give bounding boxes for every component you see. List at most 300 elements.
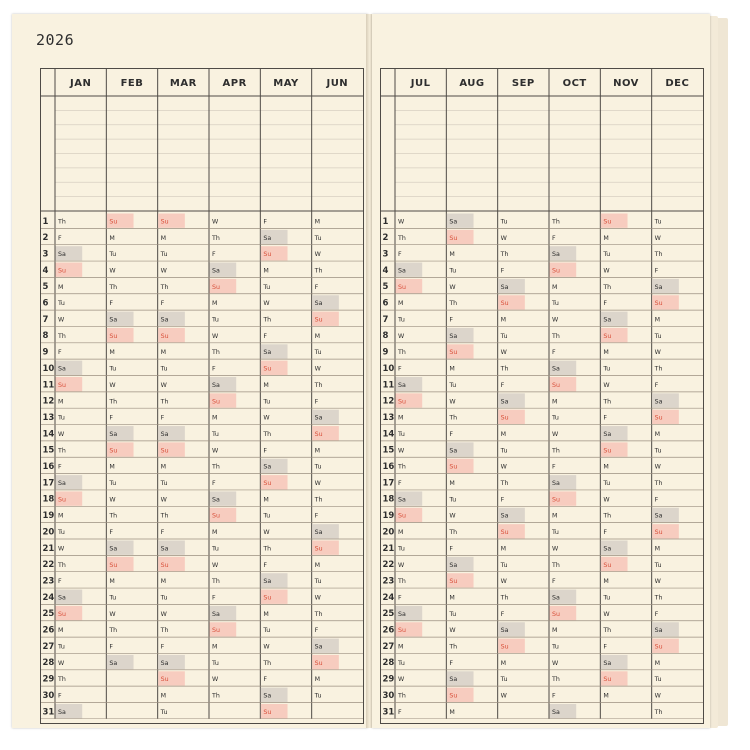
weekday-label: W	[449, 512, 456, 520]
weekday-label: F	[263, 218, 267, 226]
weekday-label: Tu	[160, 365, 168, 373]
weekday-label: Su	[603, 676, 612, 684]
day-number: 13	[42, 412, 55, 423]
weekday-label: Sa	[58, 251, 66, 259]
calendar-grid-right-svg	[381, 69, 703, 719]
weekday-label: Tu	[160, 251, 168, 259]
weekday-label: M	[263, 381, 269, 389]
weekday-label: Sa	[314, 643, 323, 651]
weekday-label: Th	[398, 578, 406, 586]
weekday-label: W	[500, 234, 507, 242]
day-number: 21	[42, 543, 55, 554]
weekday-label: W	[654, 463, 661, 471]
weekday-label: W	[314, 480, 321, 488]
weekday-label: Sa	[160, 430, 169, 438]
weekday-label: Tu	[603, 251, 611, 259]
weekday-label: M	[212, 300, 218, 308]
month-header: APR	[222, 78, 247, 89]
day-number: 28	[382, 658, 395, 669]
day-number: 2	[382, 233, 389, 244]
weekday-label: M	[314, 447, 321, 455]
weekday-label: Su	[314, 545, 323, 553]
weekday-label: M	[212, 414, 218, 422]
weekday-label: M	[58, 398, 64, 406]
weekday-label: Tu	[109, 251, 117, 259]
weekday-label: Th	[552, 218, 560, 226]
weekday-label: M	[654, 316, 661, 324]
day-number: 11	[42, 380, 55, 391]
weekday-label: Tu	[109, 480, 117, 488]
weekday-label: F	[160, 643, 165, 651]
weekday-label: Su	[398, 398, 406, 406]
weekday-label: Su	[58, 496, 66, 504]
day-number: 16	[42, 462, 55, 473]
weekday-label: Tu	[500, 676, 508, 684]
weekday-label: Sa	[263, 234, 272, 242]
day-number: 25	[42, 609, 55, 620]
calendar-grid-jan-jun	[40, 68, 364, 724]
weekday-label: Tu	[449, 496, 457, 504]
weekday-label: Sa	[160, 659, 169, 667]
weekday-label: Sa	[314, 300, 323, 308]
weekday-label: Th	[160, 512, 169, 520]
weekday-label: Th	[263, 659, 272, 667]
weekday-label: M	[58, 512, 64, 520]
month-header: OCT	[562, 78, 587, 89]
weekday-label: Th	[160, 283, 169, 291]
weekday-label: Tu	[552, 643, 559, 651]
weekday-label: M	[398, 643, 404, 651]
day-number: 19	[42, 511, 55, 522]
weekday-label: Tu	[263, 627, 271, 635]
weekday-label: Sa	[58, 480, 66, 488]
month-header: SEP	[511, 78, 535, 89]
weekday-label: Sa	[603, 430, 612, 438]
weekday-label: Sa	[654, 627, 663, 635]
weekday-label: Tu	[160, 480, 168, 488]
weekday-label: W	[654, 578, 661, 586]
weekday-label: Su	[263, 594, 272, 602]
weekday-label: Th	[212, 692, 220, 700]
weekday-label: Th	[58, 447, 66, 455]
weekday-label: M	[109, 463, 115, 471]
weekday-label: Sa	[449, 332, 458, 340]
weekday-label: W	[212, 332, 219, 340]
month-header: JUL	[410, 78, 431, 89]
weekday-label: W	[160, 381, 167, 389]
weekday-label: Su	[263, 251, 272, 259]
day-number: 12	[42, 396, 55, 407]
day-number: 1	[382, 216, 389, 227]
weekday-label: Th	[552, 332, 560, 340]
weekday-label: Th	[263, 545, 272, 553]
weekday-label: Tu	[603, 365, 611, 373]
day-number: 29	[42, 674, 55, 685]
weekday-label: Sa	[654, 398, 663, 406]
month-header: FEB	[120, 78, 144, 89]
weekday-label: Su	[109, 447, 118, 455]
weekday-label: M	[500, 430, 507, 438]
weekday-label: M	[58, 627, 64, 635]
weekday-label: Tu	[398, 430, 405, 438]
weekday-label: Su	[160, 218, 169, 226]
weekday-label: Tu	[58, 529, 65, 537]
weekday-label: Sa	[398, 267, 406, 275]
weekday-label: Sa	[263, 349, 272, 357]
weekday-label: W	[654, 692, 661, 700]
day-number: 6	[382, 298, 389, 309]
weekday-label: Tu	[212, 659, 219, 667]
weekday-label: F	[160, 300, 165, 308]
weekday-label: Tu	[552, 529, 559, 537]
weekday-label: Sa	[263, 463, 272, 471]
weekday-label: W	[449, 283, 456, 291]
weekday-label: M	[603, 578, 609, 586]
year-label: 2026	[36, 31, 75, 49]
weekday-label: Sa	[552, 594, 560, 602]
weekday-label: Tu	[58, 643, 65, 651]
weekday-label: M	[500, 659, 507, 667]
day-number: 18	[42, 494, 55, 505]
weekday-label: Tu	[500, 561, 508, 569]
weekday-label: W	[500, 692, 507, 700]
weekday-label: Tu	[160, 708, 168, 716]
weekday-label: M	[654, 545, 661, 553]
weekday-label: W	[263, 300, 270, 308]
weekday-label: W	[58, 430, 65, 438]
weekday-label: Su	[500, 414, 509, 422]
weekday-label: Sa	[654, 283, 663, 291]
weekday-label: Th	[552, 561, 560, 569]
weekday-label: W	[160, 496, 167, 504]
weekday-label: Sa	[58, 708, 66, 716]
weekday-label: Su	[603, 561, 612, 569]
weekday-label: Th	[160, 627, 169, 635]
weekday-label: M	[109, 234, 115, 242]
day-number: 22	[382, 560, 395, 571]
weekday-label: Sa	[552, 480, 560, 488]
day-number: 26	[382, 625, 395, 636]
weekday-label: Su	[263, 708, 272, 716]
weekday-label: Su	[552, 381, 560, 389]
weekday-label: W	[654, 234, 661, 242]
right-page	[372, 14, 710, 728]
weekday-label: Sa	[500, 283, 509, 291]
weekday-label: F	[449, 659, 453, 667]
weekday-label: Tu	[449, 267, 457, 275]
weekday-label: F	[109, 414, 113, 422]
weekday-label: Su	[654, 300, 663, 308]
weekday-label: F	[398, 594, 402, 602]
weekday-label: Su	[500, 643, 509, 651]
weekday-label: Th	[449, 643, 458, 651]
weekday-label: M	[212, 643, 218, 651]
weekday-label: Sa	[109, 659, 118, 667]
weekday-label: M	[314, 332, 321, 340]
weekday-label: F	[263, 332, 267, 340]
weekday-label: Su	[398, 283, 406, 291]
weekday-label: W	[603, 496, 610, 504]
weekday-label: Tu	[398, 659, 405, 667]
weekday-label: F	[500, 610, 505, 618]
weekday-label: Th	[654, 365, 663, 373]
weekday-label: Su	[160, 447, 169, 455]
weekday-label: Th	[603, 512, 612, 520]
weekday-label: Su	[449, 234, 458, 242]
weekday-label: Sa	[449, 561, 458, 569]
weekday-label: Tu	[654, 218, 662, 226]
day-number: 23	[382, 576, 395, 587]
weekday-label: Sa	[314, 529, 323, 537]
day-number: 15	[382, 445, 395, 456]
weekday-label: W	[58, 316, 65, 324]
weekday-label: Su	[212, 398, 220, 406]
weekday-label: W	[398, 561, 405, 569]
day-number: 13	[382, 412, 395, 423]
day-number: 14	[382, 429, 395, 440]
weekday-label: F	[398, 365, 402, 373]
weekday-label: Tu	[263, 283, 271, 291]
weekday-label: M	[654, 659, 661, 667]
weekday-label: Su	[449, 578, 458, 586]
day-number: 9	[42, 347, 49, 358]
weekday-label: W	[314, 594, 321, 602]
weekday-label: F	[58, 578, 62, 586]
weekday-label: Su	[109, 218, 118, 226]
weekday-label: M	[212, 529, 218, 537]
weekday-label: Su	[160, 561, 169, 569]
weekday-label: M	[449, 480, 455, 488]
weekday-label: Tu	[552, 414, 559, 422]
weekday-label: Sa	[500, 627, 509, 635]
weekday-label: Th	[552, 447, 560, 455]
weekday-label: Sa	[212, 610, 220, 618]
weekday-label: M	[603, 234, 609, 242]
weekday-label: M	[398, 414, 404, 422]
weekday-label: Th	[552, 676, 560, 684]
weekday-label: Tu	[58, 300, 65, 308]
weekday-label: F	[314, 398, 319, 406]
weekday-label: F	[212, 365, 216, 373]
weekday-label: F	[449, 430, 453, 438]
weekday-label: W	[449, 398, 456, 406]
weekday-label: Su	[160, 332, 169, 340]
day-number: 27	[382, 641, 395, 652]
weekday-label: Th	[109, 512, 118, 520]
weekday-label: W	[160, 610, 167, 618]
weekday-label: Th	[398, 463, 406, 471]
month-header: AUG	[459, 78, 485, 89]
weekday-label: F	[160, 414, 165, 422]
day-number: 17	[42, 478, 55, 489]
weekday-label: Su	[398, 512, 406, 520]
weekday-label: Tu	[314, 463, 322, 471]
weekday-label: F	[212, 594, 216, 602]
weekday-label: F	[603, 529, 607, 537]
day-number: 3	[42, 249, 49, 260]
day-number: 21	[382, 543, 395, 554]
weekday-label: Th	[654, 251, 663, 259]
weekday-label: Sa	[314, 414, 323, 422]
weekday-label: Tu	[212, 316, 219, 324]
weekday-label: F	[449, 316, 453, 324]
weekday-label: W	[212, 218, 219, 226]
weekday-label: Tu	[160, 594, 168, 602]
weekday-label: F	[263, 561, 267, 569]
weekday-label: Th	[314, 381, 323, 389]
weekday-label: F	[58, 234, 62, 242]
weekday-label: Su	[449, 463, 458, 471]
weekday-label: Tu	[109, 365, 117, 373]
weekday-label: Sa	[109, 545, 118, 553]
weekday-label: Tu	[212, 545, 219, 553]
weekday-label: F	[263, 447, 267, 455]
weekday-label: Su	[314, 430, 323, 438]
weekday-label: Th	[263, 430, 272, 438]
weekday-label: Su	[500, 529, 509, 537]
weekday-label: M	[263, 610, 269, 618]
weekday-label: Su	[603, 447, 612, 455]
weekday-label: F	[58, 692, 62, 700]
weekday-label: M	[58, 283, 64, 291]
day-number: 30	[382, 690, 395, 701]
weekday-label: F	[398, 480, 402, 488]
day-number: 23	[42, 576, 55, 587]
weekday-label: Su	[212, 512, 220, 520]
weekday-label: F	[654, 381, 659, 389]
weekday-label: Tu	[314, 234, 322, 242]
weekday-label: F	[449, 545, 453, 553]
day-number: 11	[382, 380, 395, 391]
weekday-label: Sa	[263, 692, 272, 700]
weekday-label: Sa	[109, 316, 118, 324]
weekday-label: M	[552, 398, 558, 406]
weekday-label: F	[398, 708, 402, 716]
weekday-label: Su	[263, 365, 272, 373]
weekday-label: Sa	[109, 430, 118, 438]
weekday-label: Th	[109, 283, 118, 291]
weekday-label: M	[160, 349, 167, 357]
weekday-label: W	[449, 627, 456, 635]
weekday-label: F	[603, 300, 607, 308]
weekday-label: F	[314, 512, 319, 520]
weekday-label: M	[160, 234, 167, 242]
weekday-label: Tu	[603, 594, 611, 602]
calendar-grid-left-svg	[41, 69, 363, 719]
weekday-label: W	[58, 659, 65, 667]
weekday-label: Th	[314, 610, 323, 618]
day-number: 25	[382, 609, 395, 620]
day-number: 30	[42, 690, 55, 701]
weekday-label: Sa	[500, 398, 509, 406]
weekday-label: Tu	[603, 480, 611, 488]
weekday-label: Su	[109, 561, 118, 569]
weekday-label: Su	[500, 300, 509, 308]
day-number: 27	[42, 641, 55, 652]
day-number: 10	[382, 363, 395, 374]
weekday-label: M	[449, 708, 455, 716]
weekday-label: W	[109, 610, 116, 618]
calendar-grid-jul-dec	[380, 68, 704, 724]
weekday-label: W	[500, 463, 507, 471]
weekday-label: Tu	[58, 414, 65, 422]
weekday-label: Tu	[314, 692, 322, 700]
weekday-label: Th	[603, 398, 612, 406]
day-number: 2	[42, 233, 49, 244]
weekday-label: Sa	[552, 251, 560, 259]
month-header: MAR	[169, 78, 197, 89]
weekday-label: Sa	[398, 381, 406, 389]
weekday-label: Th	[449, 300, 458, 308]
weekday-label: Tu	[212, 430, 219, 438]
day-number: 4	[42, 265, 49, 276]
weekday-label: Th	[500, 594, 509, 602]
weekday-label: M	[552, 627, 558, 635]
day-number: 3	[382, 249, 389, 260]
weekday-label: M	[109, 349, 115, 357]
weekday-label: M	[314, 561, 321, 569]
month-header: DEC	[665, 78, 690, 89]
weekday-label: Su	[603, 332, 612, 340]
weekday-label: W	[212, 447, 219, 455]
weekday-label: W	[552, 316, 559, 324]
weekday-label: Su	[58, 267, 66, 275]
weekday-label: W	[109, 381, 116, 389]
day-number: 1	[42, 216, 49, 227]
weekday-label: Sa	[603, 316, 612, 324]
day-number: 5	[382, 282, 389, 293]
weekday-label: Th	[500, 365, 509, 373]
weekday-label: F	[654, 610, 659, 618]
day-number: 14	[42, 429, 55, 440]
weekday-label: Sa	[552, 708, 560, 716]
day-number: 24	[42, 592, 55, 603]
weekday-label: Sa	[552, 365, 560, 373]
weekday-label: Tu	[654, 676, 662, 684]
day-number: 31	[382, 707, 395, 718]
weekday-label: Su	[212, 627, 220, 635]
day-number: 29	[382, 674, 395, 685]
weekday-label: W	[263, 414, 270, 422]
weekday-label: Sa	[160, 316, 169, 324]
day-number: 7	[42, 314, 49, 325]
weekday-label: Th	[654, 480, 663, 488]
weekday-label: Sa	[449, 218, 458, 226]
day-number: 20	[382, 527, 395, 538]
weekday-label: Th	[212, 578, 220, 586]
weekday-label: W	[212, 561, 219, 569]
weekday-label: Th	[160, 398, 169, 406]
weekday-label: F	[212, 480, 216, 488]
weekday-label: Sa	[449, 447, 458, 455]
weekday-label: Th	[500, 251, 509, 259]
weekday-label: Th	[398, 692, 406, 700]
day-number: 24	[382, 592, 395, 603]
weekday-label: W	[603, 610, 610, 618]
day-number: 8	[42, 331, 49, 342]
day-number: 7	[382, 314, 389, 325]
weekday-label: M	[603, 463, 609, 471]
day-number: 26	[42, 625, 55, 636]
day-number: 17	[382, 478, 395, 489]
month-header: JAN	[69, 78, 92, 89]
day-number: 10	[42, 363, 55, 374]
weekday-label: F	[109, 529, 113, 537]
weekday-label: Sa	[212, 381, 220, 389]
weekday-label: F	[58, 463, 62, 471]
weekday-label: M	[500, 545, 507, 553]
weekday-label: Sa	[212, 267, 220, 275]
